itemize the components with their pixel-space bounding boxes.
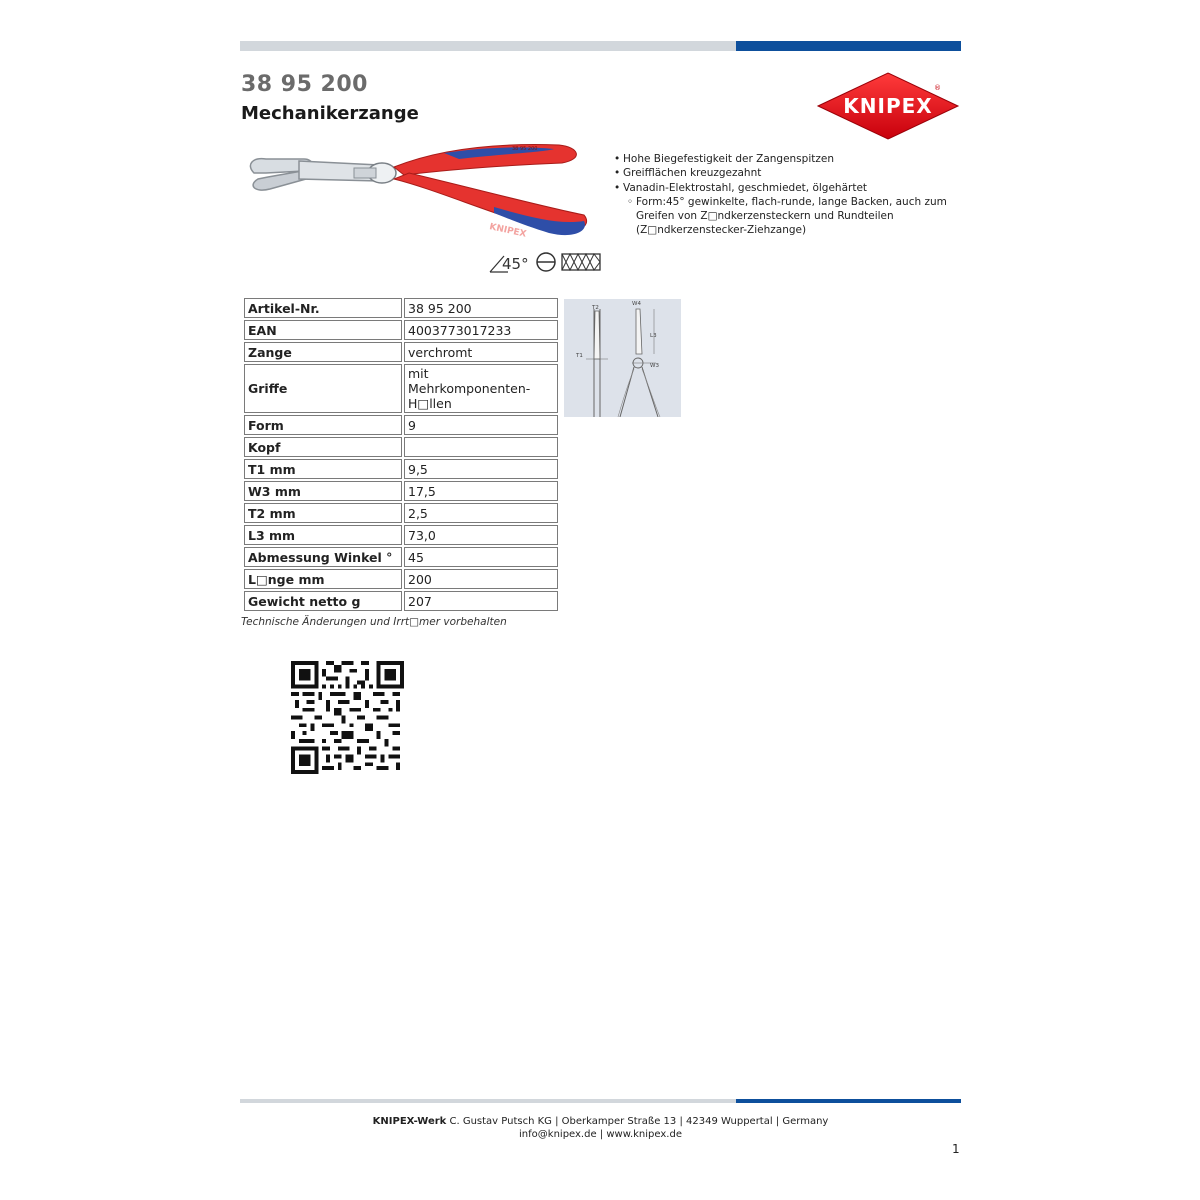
feature-item: • Hohe Biegefestigkeit der Zangenspitzen <box>614 152 964 166</box>
article-number-title: 38 95 200 <box>241 72 368 97</box>
spec-key: Abmessung Winkel ° <box>244 547 402 567</box>
spec-key: T2 mm <box>244 503 402 523</box>
table-row <box>244 459 558 479</box>
spec-key: Zange <box>244 342 402 362</box>
table-row <box>244 547 558 567</box>
table-row <box>244 591 558 611</box>
page-number: 1 <box>952 1142 960 1156</box>
header-color-bar <box>240 41 961 51</box>
table-row <box>244 437 558 457</box>
feature-symbols <box>488 248 604 276</box>
spec-value: 207 <box>404 591 558 611</box>
label-t1: T1 <box>576 353 583 359</box>
spec-key: L3 mm <box>244 525 402 545</box>
footer-color-bar <box>240 1099 961 1103</box>
table-row <box>244 342 558 362</box>
table-row <box>244 320 558 340</box>
spec-value: 9,5 <box>404 459 558 479</box>
feature-list <box>614 152 964 238</box>
spec-value: 2,5 <box>404 503 558 523</box>
spec-key: Artikel-Nr. <box>244 298 402 318</box>
spec-value: 200 <box>404 569 558 589</box>
logo-text: KNIPEX <box>843 94 933 118</box>
spec-key: W3 mm <box>244 481 402 501</box>
footer-contact[interactable]: info@knipex.de | www.knipex.de <box>519 1129 682 1140</box>
pliers-product-image <box>244 135 604 245</box>
spec-key: Gewicht netto g <box>244 591 402 611</box>
spec-value: 73,0 <box>404 525 558 545</box>
spec-key: Kopf <box>244 437 402 457</box>
spec-value: 4003773017233 <box>404 320 558 340</box>
footer-company-name: KNIPEX-Werk <box>372 1116 447 1127</box>
product-name: Mechanikerzange <box>241 103 419 124</box>
handle-imprint: KNIPEX <box>488 222 528 240</box>
table-row <box>244 525 558 545</box>
table-row <box>244 298 558 318</box>
angle-45-icon <box>490 255 529 273</box>
spec-key: EAN <box>244 320 402 340</box>
cross-serration-icon <box>562 254 600 270</box>
header-bar-grey <box>240 41 736 51</box>
head-imprint: 38 95 200 <box>512 146 538 152</box>
spec-key: L□nge mm <box>244 569 402 589</box>
spec-value: 17,5 <box>404 481 558 501</box>
registered-mark: ® <box>934 84 941 92</box>
footer-company-details: C. Gustav Putsch KG | Oberkamper Straße 13 | 42349 Wuppertal | Germany <box>446 1116 829 1127</box>
knipex-logo <box>814 70 962 142</box>
spec-value: verchromt <box>404 342 558 362</box>
spec-value: 38 95 200 <box>404 298 558 318</box>
spec-value <box>404 437 558 457</box>
table-row <box>244 503 558 523</box>
spec-key: Griffe <box>244 364 402 413</box>
angle-label: 45° <box>502 255 529 273</box>
feature-sub-item: ◦ Form:45° gewinkelte, flach-runde, lange Backen, auch zum Greifen von Z□ndkerzensteckern und Rundteilen (Z□ndkerzenstecker-Ziehzange) <box>614 195 964 238</box>
spec-value: 45 <box>404 547 558 567</box>
footer <box>240 1115 961 1141</box>
dimension-drawing <box>564 299 681 417</box>
table-row <box>244 481 558 501</box>
spec-value: 9 <box>404 415 558 435</box>
table-row <box>244 415 558 435</box>
feature-item: • Greifflächen kreuzgezahnt <box>614 166 964 180</box>
footer-bar-blue <box>736 1099 961 1103</box>
spec-table <box>242 296 560 613</box>
disclaimer-note: Technische Änderungen und Irrt□mer vorbehalten <box>241 616 507 628</box>
spec-key: T1 mm <box>244 459 402 479</box>
flat-round-jaw-icon <box>537 253 555 271</box>
label-w4: W4 <box>632 301 641 307</box>
qr-code[interactable] <box>291 661 404 774</box>
spec-value: mit Mehrkomponenten-H□llen <box>404 364 558 413</box>
footer-bar-grey <box>240 1099 736 1103</box>
feature-item: • Vanadin-Elektrostahl, geschmiedet, ölgehärtet <box>614 181 964 195</box>
footer-address <box>240 1115 961 1128</box>
table-row <box>244 364 558 413</box>
header-bar-blue <box>736 41 961 51</box>
table-row <box>244 569 558 589</box>
label-w3: W3 <box>650 363 659 369</box>
label-l3: L3 <box>650 333 657 339</box>
spec-key: Form <box>244 415 402 435</box>
label-t2: T2 <box>592 305 599 311</box>
